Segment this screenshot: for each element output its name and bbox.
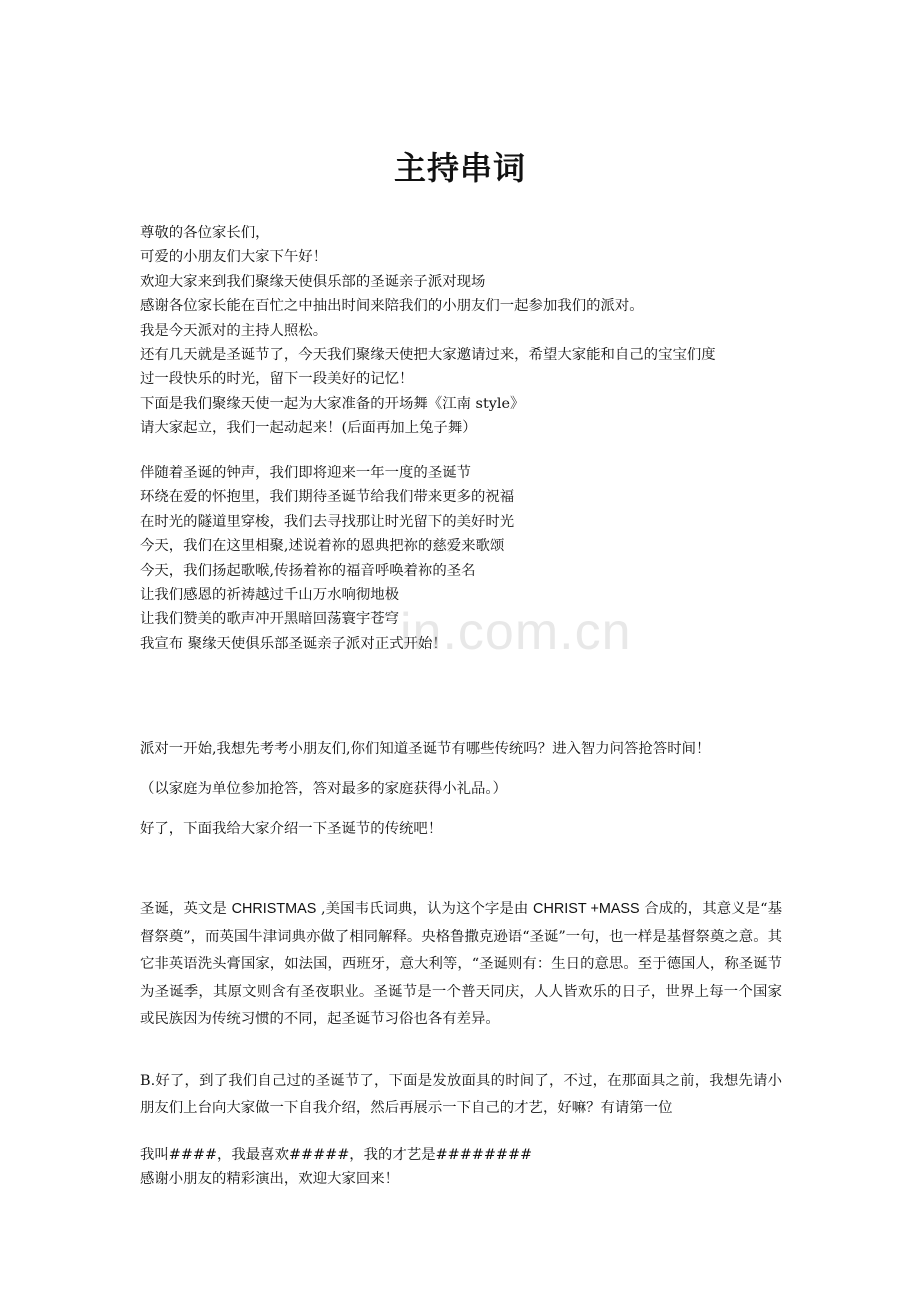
intro-line: 下面是我们聚缘天使一起为大家准备的开场舞《江南 style》 bbox=[140, 395, 525, 412]
paragraph-english-word: CHRIST +MASS bbox=[533, 901, 640, 917]
intro-section bbox=[140, 221, 785, 441]
document-title: 主持串词 bbox=[393, 149, 526, 187]
paragraph-text: ,美国韦氏词典，认为这个字是由 bbox=[316, 901, 534, 917]
poem-line: 伴随着圣诞的钟声，我们即将迎来一年一度的圣诞节 bbox=[140, 465, 471, 481]
quiz-line: 好了，下面我给大家介绍一下圣诞节的传统吧！ bbox=[140, 821, 443, 837]
poem-line: 我宣布 聚缘天使俱乐部圣诞亲子派对正式开始！ bbox=[140, 635, 447, 652]
intro-line: 还有几天就是圣诞节了，今天我们聚缘天使把大家邀请过来，希望大家能和自己的宝宝们度 bbox=[140, 346, 716, 363]
closing-line: 我叫####，我最喜欢#####，我的才艺是######## bbox=[140, 1147, 533, 1163]
intro-line: 请大家起立，我们一起动起来！(后面再加上兔子舞） bbox=[140, 420, 477, 437]
closing-line: 感谢小朋友的精彩演出，欢迎大家回来！ bbox=[140, 1171, 400, 1188]
paragraph-english-word: CHRISTMAS bbox=[231, 901, 317, 917]
poem-line: 在时光的隧道里穿梭，我们去寻找那让时光留下的美好时光 bbox=[140, 513, 515, 530]
quiz-line: （以家庭为单位参加抢答，答对最多的家庭获得小礼品。） bbox=[140, 781, 507, 797]
poem-line: 今天，我们在这里相聚,述说着祢的恩典把祢的慈爱来歌颂 bbox=[140, 538, 505, 555]
christmas-origin-paragraph bbox=[140, 896, 782, 1034]
intro-line: 感谢各位家长能在百忙之中抽出时间来陪我们的小朋友们一起参加我们的派对。 bbox=[140, 298, 644, 315]
poem-line: 让我们赞美的歌声冲开黑暗回荡寰宇苍穹 bbox=[140, 611, 400, 628]
quiz-line: 派对一开始,我想先考考小朋友们,你们知道圣诞节有哪些传统吗？进入智力问答抢答时间！ bbox=[140, 741, 711, 757]
poem-line: 今天，我们扬起歌喉,传扬着祢的福音呼唤着祢的圣名 bbox=[140, 562, 476, 579]
paragraph-text: 圣诞，英文是 bbox=[140, 901, 232, 917]
closing-section bbox=[140, 1143, 785, 1192]
paragraph-text: 合成的，其意义是“基督祭奠”，而英国牛津词典亦做了相同解释。央格鲁撒克逊语“圣诞”一句，也一样是基督祭奠之意。其它非英语洗头膏国家，如法国，西班牙，意大利等，“圣诞则有：生日的意思。至于德国人，称圣诞节为圣诞季，其原文则含有圣夜职业。圣诞节是一个普天同庆，人人皆欢乐的日子，世界上每一个国家或民族因为传统习惯的不同，起圣诞节习俗也各有差异。 bbox=[140, 901, 782, 1028]
watermark: in.com.cn bbox=[400, 603, 632, 661]
intro-line: 欢迎大家来到我们聚缘天使俱乐部的圣诞亲子派对现场 bbox=[140, 273, 486, 290]
intro-line: 我是今天派对的主持人照松。 bbox=[140, 322, 328, 339]
intro-line: 可爱的小朋友们大家下午好！ bbox=[140, 249, 328, 266]
intro-line: 过一段快乐的时光，留下一段美好的记忆！ bbox=[140, 371, 414, 388]
intro-line: 尊敬的各位家长们， bbox=[140, 225, 270, 241]
poem-line: 让我们感恩的祈祷越过千山万水响彻地极 bbox=[140, 586, 400, 603]
poem-line: 环绕在爱的怀抱里，我们期待圣诞节给我们带来更多的祝福 bbox=[140, 489, 515, 506]
mask-paragraph: B.好了，到了我们自己过的圣诞节了，下面是发放面具的时间了，不过，在那面具之前，我想先请小朋友们上台向大家做一下自我介绍，然后再展示一下自己的才艺，好嘛？有请第一位 bbox=[140, 1073, 782, 1116]
